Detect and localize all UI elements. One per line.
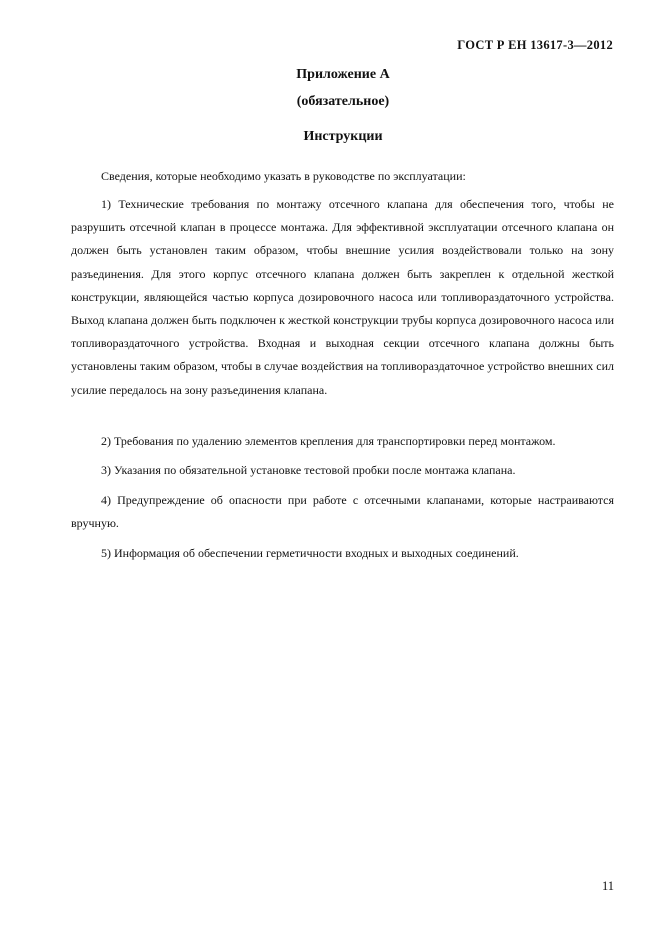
document-code: ГОСТ Р ЕН 13617-3—2012 <box>457 38 613 52</box>
list-item: 2) Требования по удалению элементов крепления для транспортировки перед монтажом. <box>101 434 556 448</box>
list-item: 3) Указания по обязательной установке тестовой пробки после монтажа клапана. <box>101 463 516 477</box>
page-number: 11 <box>601 879 614 893</box>
appendix-title: Приложение А <box>296 67 390 82</box>
list-item: 4) Предупреждение об опасности при работе с отсечными клапанами, которые настраиваются вручную. <box>71 493 614 531</box>
list-item: 1) Технические требования по монтажу отсечного клапана для обеспечения того, чтобы не разрушить отсечной клапан в процессе монтажа. Для эффективной эксплуатации отсечного клапана он должен быть установлен таким образом, чтобы внешние усилия воздействовали только на зону разъединения. Для этого корпус отсечного клапана должен быть закреплен к отдельной жесткой конструкции, являющейся частью корпуса дозировочного насоса или топливораздаточного устройства. Выход клапана должен быть подключен к жесткой конструкции трубы корпуса дозировочного насоса или топливораздаточного устройства. Входная и выходная секции отсечного клапана должны быть установлены таким образом, чтобы в случае воздействия на топливораздаточное устройство внешних сил усилие передалось на зону разъединения клапана. <box>71 197 614 397</box>
appendix-subtitle: (обязательное) <box>296 94 390 109</box>
intro-paragraph: Сведения, которые необходимо указать в руководстве по эксплуатации: <box>101 169 466 183</box>
list-item: 5) Информация об обеспечении герметичности входных и выходных соединений. <box>101 546 519 560</box>
section-heading: Инструкции <box>303 129 383 144</box>
